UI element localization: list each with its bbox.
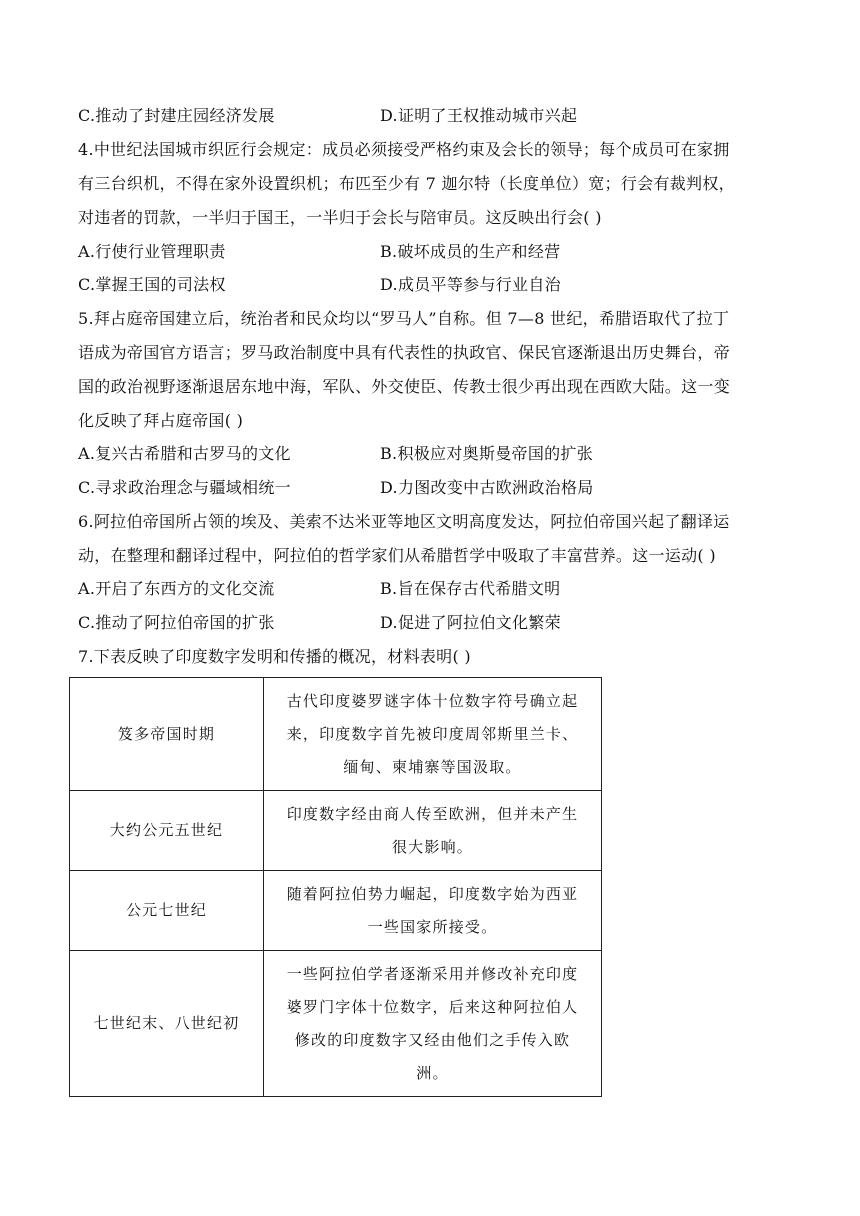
table-row (70, 951, 602, 1097)
q5-stem-line-2: 语成为帝国官方语言；罗马政治制度中具有代表性的执政官、保民官逐渐退出历史舞台，帝 (78, 343, 731, 362)
description-line: 印度数字经由商人传至欧洲，但并未产生 (286, 804, 579, 823)
table-row (70, 678, 602, 791)
q3-option-d: D.证明了王权推动城市兴起 (380, 106, 578, 125)
q6-option-d: D.促进了阿拉伯文化繁荣 (380, 613, 561, 632)
description-line: 洲。 (416, 1063, 449, 1082)
period-cell: 七世纪末、八世纪初 (70, 951, 264, 1097)
q5-stem-line-3: 国的政治视野逐渐退居东地中海，军队、外交使臣、传教士很少再出现在西欧大陆。这一变 (78, 377, 731, 396)
description-line: 一些国家所接受。 (367, 917, 498, 936)
q5-option-b: B.积极应对奥斯曼帝国的扩张 (380, 444, 594, 463)
q6-option-b: B.旨在保存古代希腊文明 (380, 579, 561, 598)
q4-stem-line-3: 对违者的罚款，一半归于国王，一半归于会长与陪审员。这反映出行会( ) (78, 208, 602, 227)
description-line: 来，印度数字首先被印度周邻斯里兰卡、 (286, 724, 579, 743)
q6-option-c: C.推动了阿拉伯帝国的扩张 (78, 613, 275, 632)
q5-stem-line-4: 化反映了拜占庭帝国( ) (78, 411, 244, 430)
q5-option-d: D.力图改变中古欧洲政治格局 (380, 478, 594, 497)
description-line: 修改的印度数字又经由他们之手传入欧 (294, 1030, 571, 1049)
q4-stem-line-1: 4.中世纪法国城市织匠行会规定：成员必须接受严格约束及会长的领导；每个成员可在家拥 (78, 140, 730, 159)
period-cell: 大约公元五世纪 (70, 791, 264, 871)
table-row (70, 871, 602, 951)
q4-option-d: D.成员平等参与行业自治 (380, 275, 561, 294)
q5-option-a: A.复兴古希腊和古罗马的文化 (78, 444, 291, 463)
description-cell (264, 951, 602, 1097)
description-line: 古代印度婆罗谜字体十位数字符号确立起 (286, 691, 579, 710)
description-line: 一些阿拉伯学者逐渐采用并修改补充印度 (286, 964, 579, 983)
q6-stem-line-2: 动，在整理和翻译过程中，阿拉伯的哲学家们从希腊哲学中吸取了丰富营养。这一运动( ) (78, 546, 716, 565)
description-cell (264, 678, 602, 791)
period-cell: 笈多帝国时期 (70, 678, 264, 791)
description-line: 很大影响。 (391, 837, 473, 856)
q4-stem-line-2: 有三台织机，不得在家外设置织机；布匹至少有 7 迦尔特（长度单位）宽；行会有裁判权， (78, 174, 735, 193)
table-row (70, 791, 602, 871)
description-cell (264, 871, 602, 951)
q4-option-a: A.行使行业管理职责 (78, 242, 226, 261)
q6-stem-line-1: 6.阿拉伯帝国所占领的埃及、美索不达米亚等地区文明高度发达，阿拉伯帝国兴起了翻译运 (78, 512, 730, 531)
description-line: 缅甸、柬埔寨等国汲取。 (343, 757, 522, 776)
q4-option-c: C.掌握王国的司法权 (78, 275, 226, 294)
description-line: 婆罗门字体十位数字，后来这种阿拉伯人 (286, 997, 579, 1016)
description-line: 随着阿拉伯势力崛起，印度数字始为西亚 (286, 884, 579, 903)
q5-stem-line-1: 5.拜占庭帝国建立后，统治者和民众均以“罗马人”自称。但 7—8 世纪，希腊语取代了拉丁 (78, 309, 730, 328)
period-cell: 公元七世纪 (70, 871, 264, 951)
description-cell (264, 791, 602, 871)
q6-option-a: A.开启了东西方的文化交流 (78, 579, 275, 598)
q5-option-c: C.寻求政治理念与疆域相统一 (78, 478, 291, 497)
q4-option-b: B.破坏成员的生产和经营 (380, 242, 561, 261)
q3-option-c: C.推动了封建庄园经济发展 (78, 106, 275, 125)
q7-table (69, 677, 602, 1097)
q7-stem: 7.下表反映了印度数字发明和传播的概况，材料表明( ) (78, 647, 471, 666)
